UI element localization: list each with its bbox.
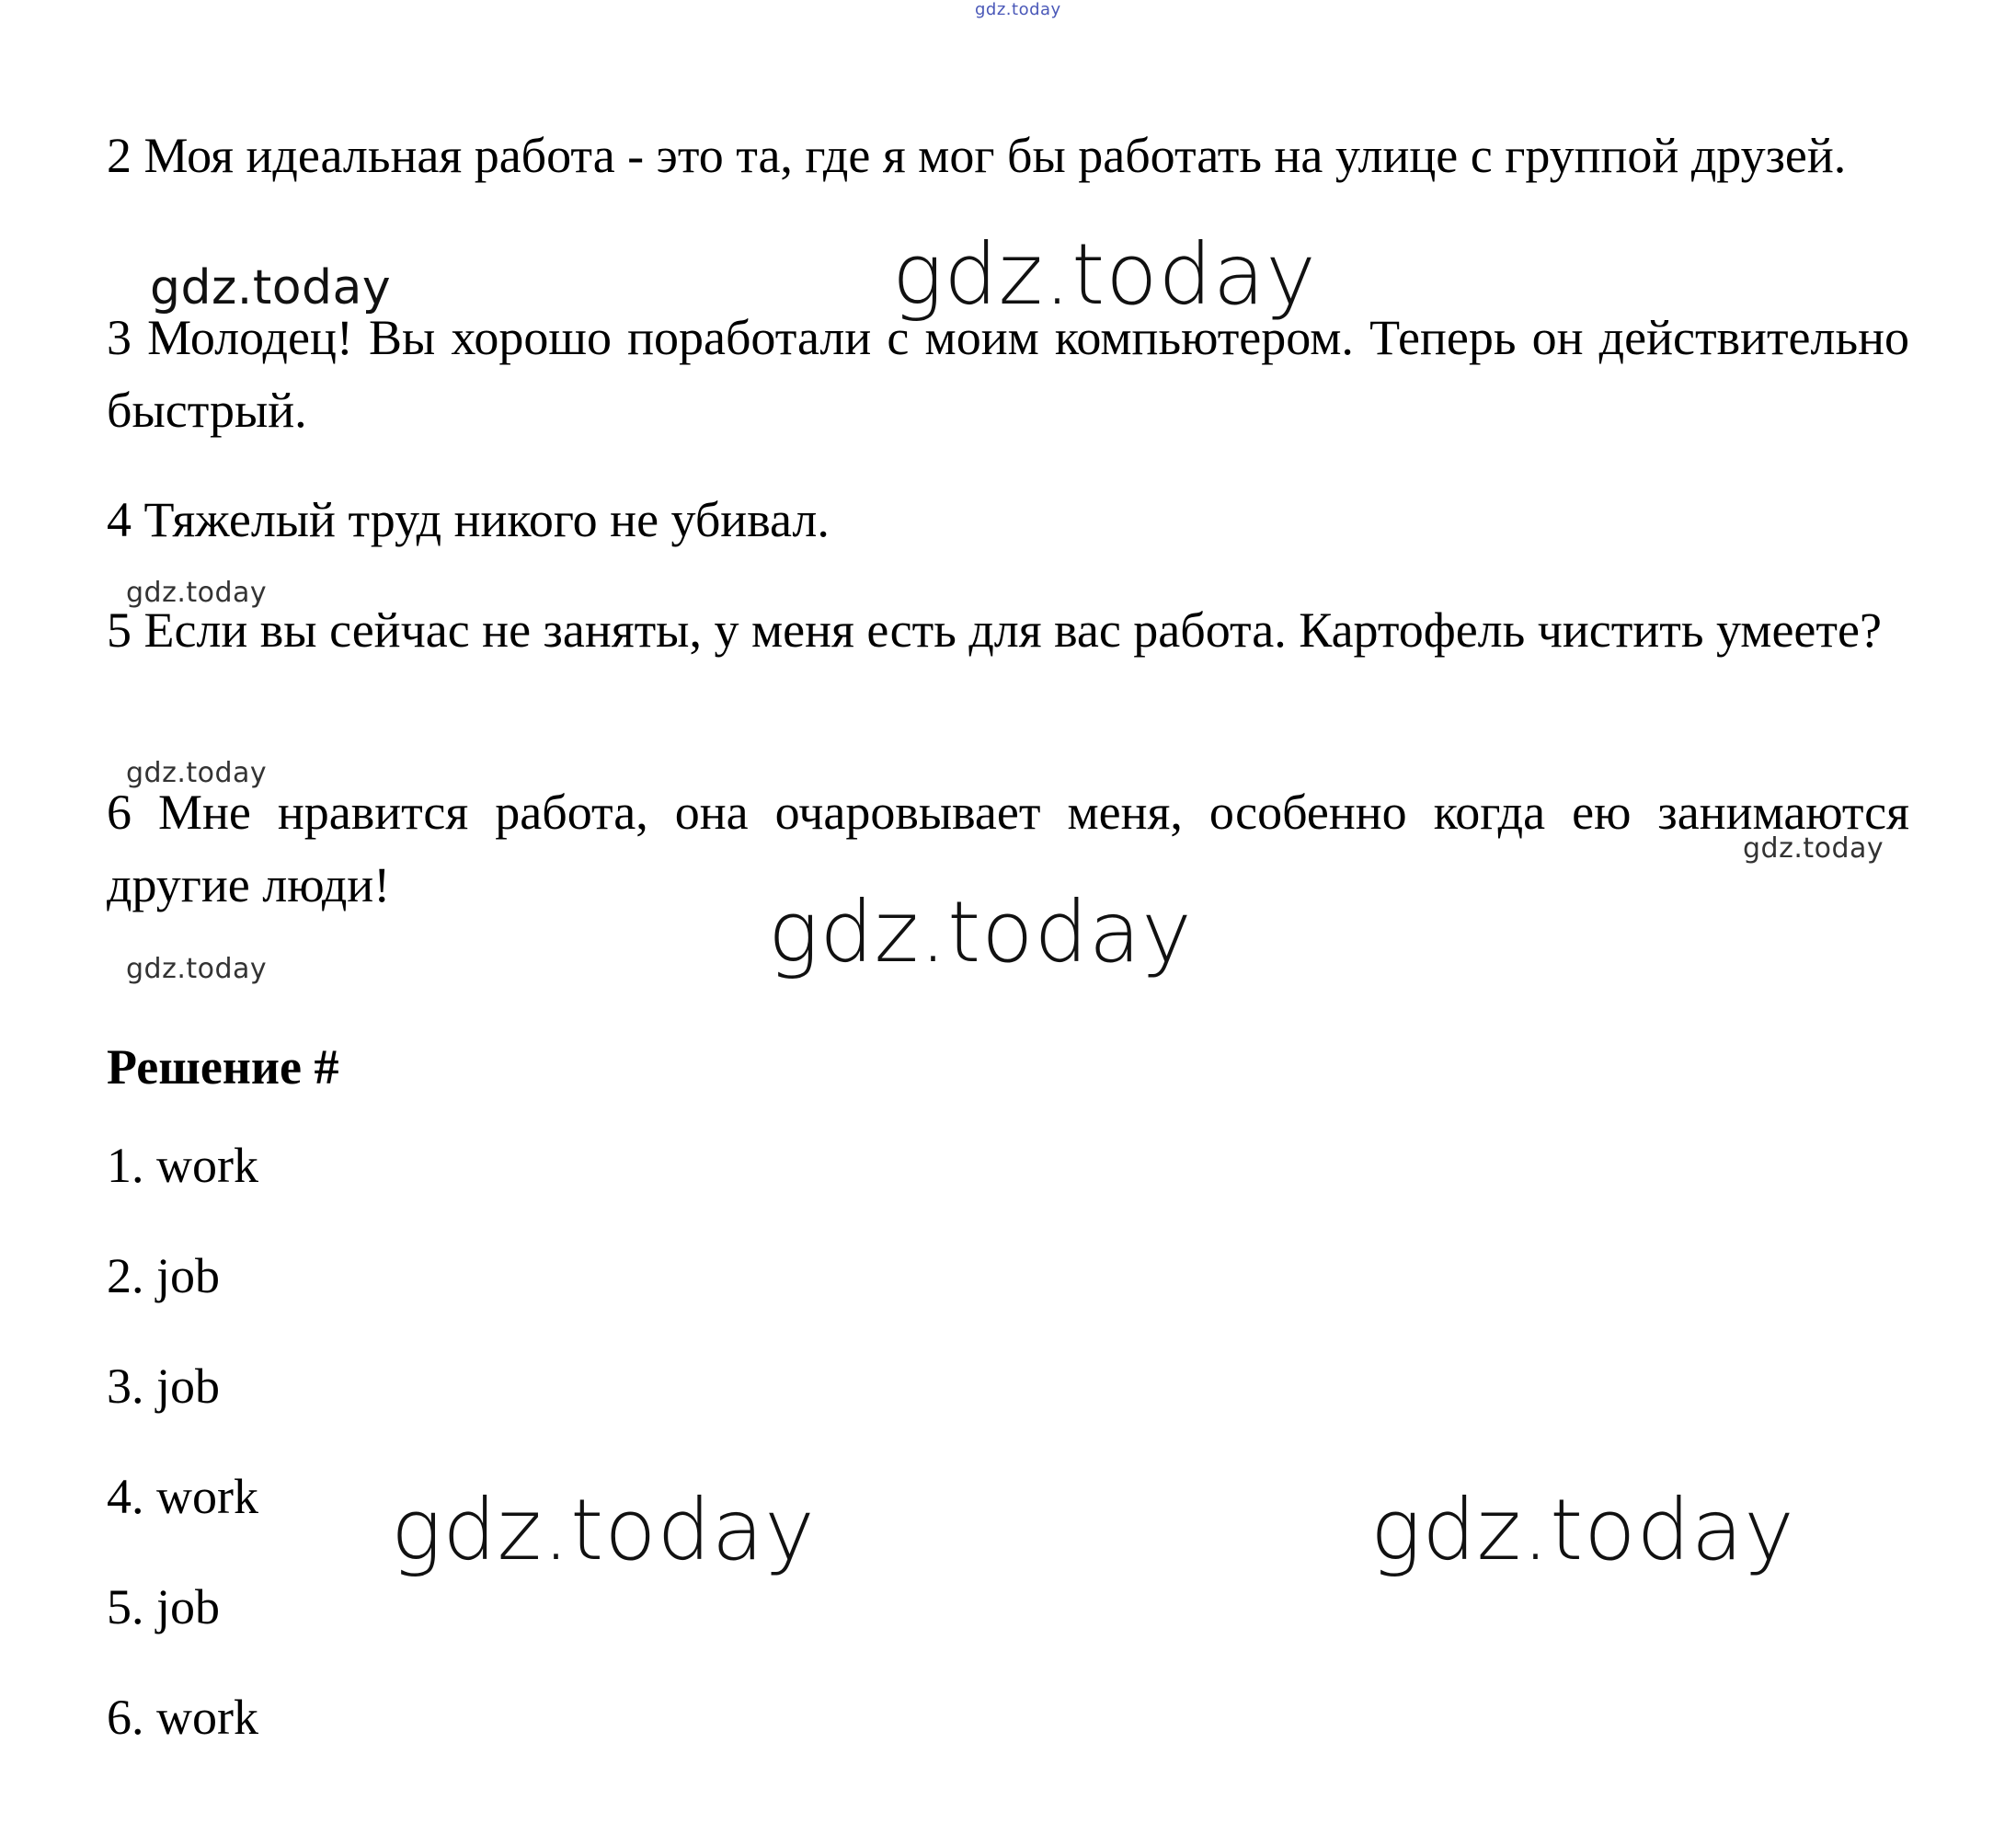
answer-list	[107, 1133, 258, 1795]
answer-item: 3. job	[107, 1359, 221, 1414]
paragraph-4: 4 Тяжелый труд никого не убивал.	[107, 492, 830, 547]
answer-item: 1. work	[107, 1138, 258, 1193]
answer-item: 5. job	[107, 1579, 221, 1634]
watermark: gdz.today	[1370, 1481, 1795, 1579]
watermark-top: gdz.today	[975, 0, 1061, 19]
watermark: gdz.today	[126, 953, 268, 985]
watermark: gdz.today	[892, 225, 1317, 324]
watermark: gdz.today	[150, 260, 392, 315]
answer-item: 2. job	[107, 1248, 221, 1303]
watermark: gdz.today	[1743, 832, 1884, 865]
paragraph-6: 6 Мне нравится работа, она очаровывает меня, особенно когда ею занимаются другие люди!	[107, 785, 1909, 912]
watermark: gdz.today	[126, 757, 268, 789]
answer-item: 6. work	[107, 1690, 258, 1745]
watermark: gdz.today	[126, 577, 268, 609]
paragraph-3: 3 Молодец! Вы хорошо поработали с моим компьютером. Теперь он действительно быстрый.	[107, 310, 1909, 438]
watermark: gdz.today	[768, 883, 1193, 981]
paragraph-2: 2 Моя идеальная работа - это та, где я мог бы работать на улице с группой друзей.	[107, 128, 1847, 183]
paragraph-5: 5 Если вы сейчас не заняты, у меня есть для вас работа. Картофель чистить умеете?	[107, 602, 1882, 658]
solution-heading: Решение #	[107, 1039, 339, 1095]
watermark: gdz.today	[391, 1481, 816, 1579]
answer-item: 4. work	[107, 1469, 258, 1524]
